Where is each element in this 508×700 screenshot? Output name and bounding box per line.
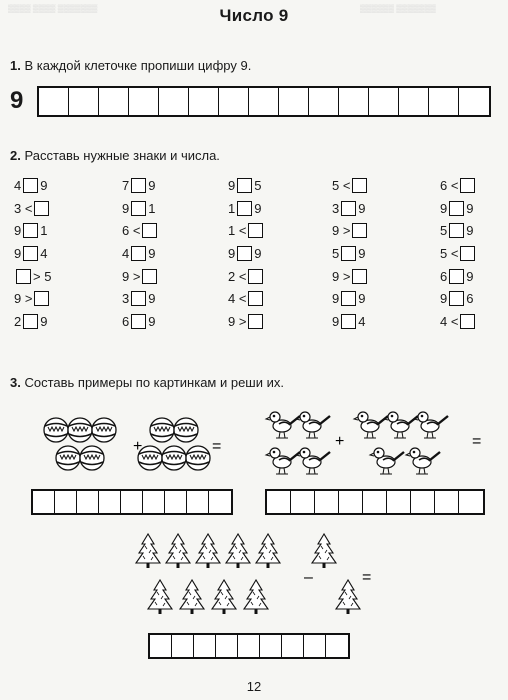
answer-cell[interactable]	[165, 491, 187, 513]
answer-box[interactable]	[16, 269, 31, 284]
answer-box[interactable]	[131, 178, 146, 193]
exercise-right: 9	[358, 200, 366, 216]
task-3-number: 3.	[10, 375, 21, 390]
exercise-left: 4	[122, 245, 130, 261]
exercise-right: 6	[466, 291, 474, 307]
answer-box[interactable]	[142, 269, 157, 284]
comparison-exercise	[122, 242, 192, 265]
answer-box[interactable]	[449, 223, 464, 238]
bleed-through-text: ▒▒▒▒ ▒▒▒▒ ▒▒▒▒▒▒▒	[8, 4, 98, 13]
exercise-column	[122, 174, 192, 333]
answer-cell[interactable]	[55, 491, 77, 513]
exercise-right: 9	[466, 223, 474, 239]
comparison-exercise	[228, 265, 298, 288]
exercise-column	[332, 174, 402, 333]
exercise-left: 9	[228, 245, 236, 261]
exercise-right: 9	[358, 245, 366, 261]
exercise-left: 9 >	[14, 291, 33, 307]
exercise-right: 9	[254, 245, 262, 261]
task-1-number: 1.	[10, 58, 21, 73]
answer-box[interactable]	[23, 314, 38, 329]
task-2-text: Расставь нужные знаки и числа.	[24, 148, 220, 163]
comparison-exercise	[228, 242, 298, 265]
comparison-exercise	[14, 265, 84, 288]
exercise-left: 9 >	[332, 268, 351, 284]
exercise-left: 7	[122, 177, 130, 193]
exercise-left: 4 <	[440, 313, 459, 329]
trees-right-group	[312, 534, 360, 614]
answer-cell[interactable]	[143, 491, 165, 513]
answer-cell[interactable]	[121, 491, 143, 513]
answer-grid-trees	[148, 633, 350, 659]
answer-box[interactable]	[248, 291, 263, 306]
answer-cell[interactable]	[339, 491, 363, 513]
exercise-left: 9	[440, 291, 448, 307]
birds-picture	[262, 400, 492, 490]
exercise-right: 4	[40, 245, 48, 261]
exercise-left: 6	[122, 313, 130, 329]
plus-sign: +	[133, 438, 143, 455]
exercise-right: 9	[40, 313, 48, 329]
exercise-left: 9	[332, 291, 340, 307]
comparison-exercise	[14, 219, 84, 242]
answer-box[interactable]	[460, 178, 475, 193]
answer-cell[interactable]	[187, 491, 209, 513]
task-2-instruction	[10, 148, 220, 163]
exercise-right: 9	[254, 200, 262, 216]
digit-cell[interactable]	[39, 88, 69, 115]
answer-box[interactable]	[131, 291, 146, 306]
answer-box[interactable]	[23, 223, 38, 238]
digit-cell[interactable]	[429, 88, 459, 115]
answer-cell[interactable]	[33, 491, 55, 513]
answer-cell[interactable]	[209, 491, 231, 513]
exercise-left: 9 >	[332, 223, 351, 239]
exercise-right: 9	[358, 291, 366, 307]
exercise-left: 3	[122, 291, 130, 307]
answer-box[interactable]	[352, 223, 367, 238]
exercise-left: 9	[332, 313, 340, 329]
exercise-right: 1	[40, 223, 48, 239]
answer-cell[interactable]	[304, 635, 326, 657]
comparison-exercise	[228, 197, 298, 220]
exercise-left: 4	[14, 177, 22, 193]
trees-picture	[128, 530, 388, 630]
comparison-exercise	[440, 219, 508, 242]
answer-cell[interactable]	[459, 491, 483, 513]
page-title: Число 9	[219, 6, 289, 25]
comparison-exercise	[332, 174, 402, 197]
answer-cell[interactable]	[77, 491, 99, 513]
comparison-exercise	[332, 265, 402, 288]
comparison-exercise	[122, 174, 192, 197]
comparison-exercise	[332, 219, 402, 242]
answer-box[interactable]	[142, 223, 157, 238]
comparison-exercise	[440, 287, 508, 310]
exercise-right: 5	[254, 177, 262, 193]
comparison-exercise	[332, 287, 402, 310]
answer-box[interactable]	[23, 178, 38, 193]
answer-cell[interactable]	[435, 491, 459, 513]
digit-cell[interactable]	[369, 88, 399, 115]
digit-cell[interactable]	[459, 88, 489, 115]
plus-sign: +	[335, 433, 345, 450]
comparison-exercise	[122, 310, 192, 333]
comparison-exercise	[440, 242, 508, 265]
task-3-text: Составь примеры по картинкам и реши их.	[24, 375, 284, 390]
answer-cell[interactable]	[387, 491, 411, 513]
answer-box[interactable]	[460, 314, 475, 329]
comparison-exercise	[332, 242, 402, 265]
answer-box[interactable]	[341, 291, 356, 306]
exercise-left: 5 <	[440, 245, 459, 261]
exercise-left: 9	[14, 245, 22, 261]
digit-cell[interactable]	[99, 88, 129, 115]
answer-box[interactable]	[237, 201, 252, 216]
trees-left-group	[136, 534, 280, 614]
comparison-exercise	[122, 265, 192, 288]
bleed-through-text: ▒▒▒▒▒▒ ▒▒▒▒▒▒▒	[360, 4, 436, 13]
comparison-exercise	[440, 174, 508, 197]
exercise-left: 6 <	[440, 177, 459, 193]
answer-box[interactable]	[248, 269, 263, 284]
exercise-left: 9 >	[228, 313, 247, 329]
comparison-exercise	[122, 219, 192, 242]
answer-cell[interactable]	[194, 635, 216, 657]
exercise-column	[440, 174, 508, 333]
exercise-right: 1	[148, 200, 156, 216]
exercise-left: 9 >	[122, 268, 141, 284]
answer-cell[interactable]	[411, 491, 435, 513]
exercise-left: 4 <	[228, 291, 247, 307]
minus-sign: –	[304, 569, 313, 586]
exercise-left: 5	[332, 245, 340, 261]
comparison-exercise	[14, 287, 84, 310]
comparison-exercise	[440, 310, 508, 333]
exercise-right: 9	[466, 200, 474, 216]
comparison-exercise	[14, 242, 84, 265]
answer-box[interactable]	[341, 201, 356, 216]
digit-cell[interactable]	[69, 88, 99, 115]
answer-box[interactable]	[237, 246, 252, 261]
balls-left-group	[44, 418, 116, 470]
exercise-left: 6	[440, 268, 448, 284]
digit-cell[interactable]	[129, 88, 159, 115]
comparison-exercise	[228, 219, 298, 242]
exercise-left: 5	[440, 223, 448, 239]
comparison-exercise	[14, 310, 84, 333]
comparison-exercise	[122, 287, 192, 310]
task-1-text: В каждой клеточке пропиши цифру 9.	[24, 58, 252, 73]
digit-cell[interactable]	[279, 88, 309, 115]
answer-box[interactable]	[449, 269, 464, 284]
digit-cell[interactable]	[219, 88, 249, 115]
exercise-right: 4	[358, 313, 366, 329]
comparison-exercise	[14, 197, 84, 220]
exercise-left: 9	[122, 200, 130, 216]
answer-grid-birds	[265, 489, 485, 515]
answer-box[interactable]	[248, 314, 263, 329]
exercise-left: 3 <	[14, 200, 33, 216]
comparison-exercise	[14, 174, 84, 197]
answer-box[interactable]	[460, 246, 475, 261]
exercise-left: 1 <	[228, 223, 247, 239]
exercise-left: 3	[332, 200, 340, 216]
answer-cell[interactable]	[267, 491, 291, 513]
exercise-left: 6 <	[122, 223, 141, 239]
answer-box[interactable]	[341, 246, 356, 261]
exercise-right: 9	[148, 177, 156, 193]
digit-writing-grid	[37, 86, 491, 117]
digit-cell[interactable]	[309, 88, 339, 115]
comparison-exercise	[228, 287, 298, 310]
comparison-exercise	[228, 310, 298, 333]
answer-box[interactable]	[341, 314, 356, 329]
comparison-exercise	[440, 197, 508, 220]
digit-cell[interactable]	[399, 88, 429, 115]
answer-cell[interactable]	[260, 635, 282, 657]
birds-right-group	[354, 412, 448, 474]
answer-box[interactable]	[352, 269, 367, 284]
answer-cell[interactable]	[326, 635, 348, 657]
comparison-exercise	[440, 265, 508, 288]
exercise-left: 5 <	[332, 177, 351, 193]
comparison-exercise	[332, 197, 402, 220]
answer-cell[interactable]	[363, 491, 387, 513]
answer-cell[interactable]	[282, 635, 304, 657]
digit-cell[interactable]	[339, 88, 369, 115]
exercise-left: 1	[228, 200, 236, 216]
exercise-right: 9	[148, 245, 156, 261]
exercise-right: 9	[40, 177, 48, 193]
equals-sign: =	[362, 569, 372, 586]
exercise-column	[228, 174, 298, 333]
digit-cell[interactable]	[249, 88, 279, 115]
comparison-exercise	[332, 310, 402, 333]
page-number: 12	[246, 679, 262, 694]
exercise-left: 2 <	[228, 268, 247, 284]
exercise-right: 9	[466, 268, 474, 284]
exercise-column	[14, 174, 84, 333]
digit-cell[interactable]	[189, 88, 219, 115]
task-3-instruction	[10, 375, 284, 390]
answer-box[interactable]	[352, 178, 367, 193]
task-1-instruction	[10, 58, 251, 73]
answer-cell[interactable]	[291, 491, 315, 513]
answer-cell[interactable]	[172, 635, 194, 657]
answer-cell[interactable]	[150, 635, 172, 657]
balls-right-group	[138, 418, 210, 470]
answer-grid-balls	[31, 489, 233, 515]
equals-sign: =	[212, 438, 222, 455]
answer-box[interactable]	[237, 178, 252, 193]
answer-box[interactable]	[34, 291, 49, 306]
exercise-right: 9	[148, 291, 156, 307]
sample-digit: 9	[10, 87, 24, 114]
answer-cell[interactable]	[216, 635, 238, 657]
digit-cell[interactable]	[159, 88, 189, 115]
comparison-exercise	[228, 174, 298, 197]
exercise-left: 9	[228, 177, 236, 193]
answer-cell[interactable]	[238, 635, 260, 657]
exercise-left: 2	[14, 313, 22, 329]
answer-box[interactable]	[131, 314, 146, 329]
birds-left-group	[266, 412, 330, 474]
exercise-right: 9	[148, 313, 156, 329]
task-2-number: 2.	[10, 148, 21, 163]
equals-sign: =	[472, 433, 482, 450]
balls-picture	[40, 410, 230, 490]
answer-box[interactable]	[131, 201, 146, 216]
answer-box[interactable]	[34, 201, 49, 216]
answer-box[interactable]	[449, 291, 464, 306]
answer-cell[interactable]	[99, 491, 121, 513]
answer-box[interactable]	[131, 246, 146, 261]
exercise-right: > 5	[33, 268, 52, 284]
comparison-exercise	[122, 197, 192, 220]
exercise-left: 9	[440, 200, 448, 216]
exercise-left: 9	[14, 223, 22, 239]
answer-box[interactable]	[449, 201, 464, 216]
answer-box[interactable]	[23, 246, 38, 261]
answer-cell[interactable]	[315, 491, 339, 513]
answer-box[interactable]	[248, 223, 263, 238]
